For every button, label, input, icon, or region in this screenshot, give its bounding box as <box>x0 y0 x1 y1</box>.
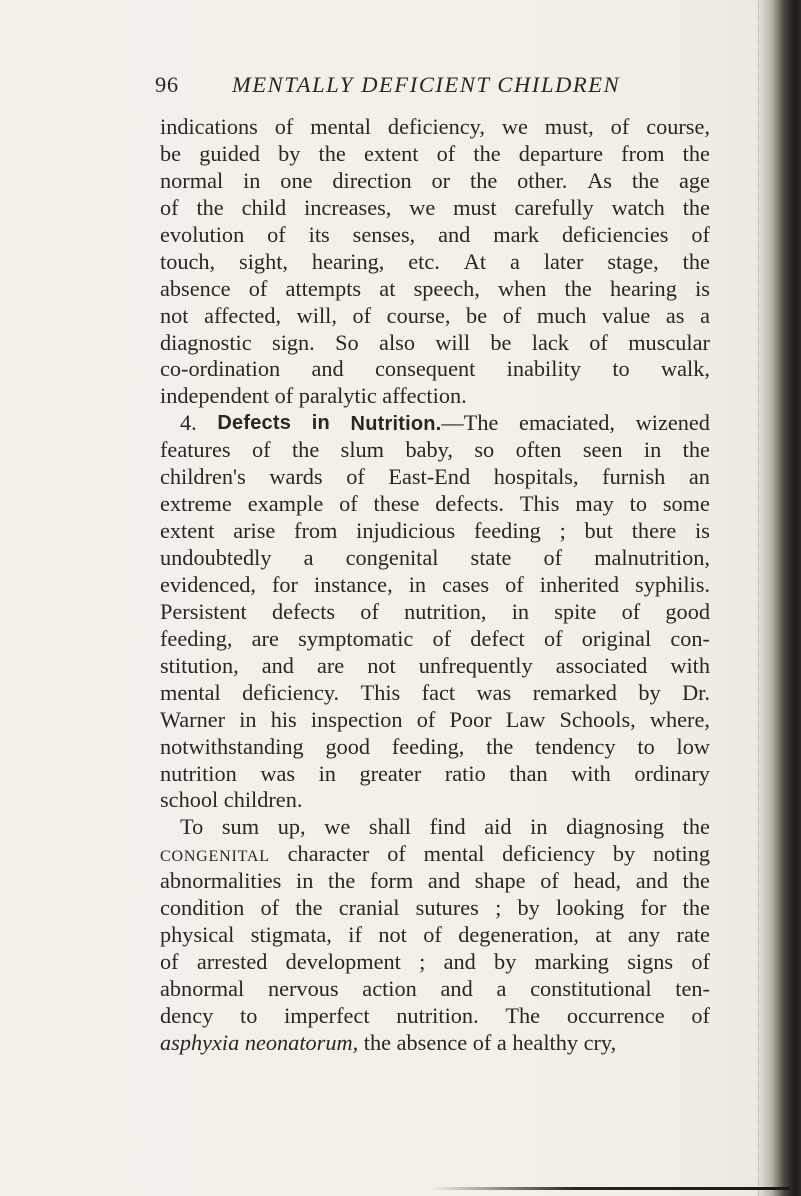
page-header <box>155 72 755 102</box>
text-line: Warner in his inspection of Poor Law Schools, where, <box>160 706 710 732</box>
text-line: extreme example of these defects. This may to some <box>160 491 710 517</box>
text-line: of the child increases, we must carefully watch the <box>160 194 710 220</box>
text-line: features of the slum baby, so often seen in the <box>160 437 710 463</box>
text-line: not affected, will, of course, be of much value as a <box>160 302 710 328</box>
text-line: of arrested development ; and by marking signs of <box>160 949 710 975</box>
page-number: 96 <box>155 72 179 97</box>
text-line: co-ordination and consequent inability to walk, <box>160 356 710 382</box>
text-line: congenital character of mental deficiency by noting <box>160 841 710 867</box>
text-line: abnormalities in the form and shape of head, and the <box>160 868 710 894</box>
text-line: evolution of its senses, and mark deficiencies of <box>160 221 710 247</box>
text-line: indications of mental deficiency, we must, of course, <box>160 114 710 139</box>
text-line: dency to imperfect nutrition. The occurrence of <box>160 1002 710 1028</box>
text-line: feeding, are symptomatic of defect of original con- <box>160 625 710 651</box>
text-line: evidenced, for instance, in cases of inherited syphilis. <box>160 571 710 597</box>
text-line: undoubtedly a congenital state of malnutrition, <box>160 545 710 570</box>
text-line: normal in one direction or the other. As the age <box>160 167 710 193</box>
text-line: abnormal nervous action and a constitutional ten- <box>160 976 710 1001</box>
text-line: diagnostic sign. So also will be lack of muscular <box>160 329 710 355</box>
book-spine <box>759 0 801 1196</box>
text-line: notwithstanding good feeding, the tendency to low <box>160 733 710 759</box>
text-line: 4. Defects in Nutrition.—The emaciated, wizened <box>180 410 710 436</box>
text-line: touch, sight, hearing, etc. At a later stage, the <box>160 248 710 274</box>
text-line: nutrition was in greater ratio than with ordinary <box>160 760 710 786</box>
text-line: absence of attempts at speech, when the hearing is <box>160 275 710 301</box>
text-line: independent of paralytic affection. <box>160 383 467 409</box>
text-line: stitution, and are not unfrequently associated with <box>160 652 710 678</box>
text-line: children's wards of East-End hospitals, furnish an <box>160 464 710 490</box>
body-text <box>160 114 710 1057</box>
text-line: To sum up, we shall find aid in diagnosing the <box>180 814 710 840</box>
text-line: extent arise from injudicious feeding ; but there is <box>160 518 710 544</box>
text-line: be guided by the extent of the departure from the <box>160 140 710 166</box>
page-bottom-edge <box>430 1187 790 1190</box>
text-line: mental deficiency. This fact was remarked by Dr. <box>160 679 710 705</box>
text-line: Persistent defects of nutrition, in spite of good <box>160 598 710 624</box>
text-line: asphyxia neonatorum, the absence of a healthy cry, <box>160 1029 617 1055</box>
text-line: physical stigmata, if not of degeneration, at any rate <box>160 922 710 948</box>
running-title: MENTALLY DEFICIENT CHILDREN <box>232 72 621 97</box>
text-line: condition of the cranial sutures ; by looking for the <box>160 895 710 921</box>
text-line: school children. <box>160 787 303 813</box>
